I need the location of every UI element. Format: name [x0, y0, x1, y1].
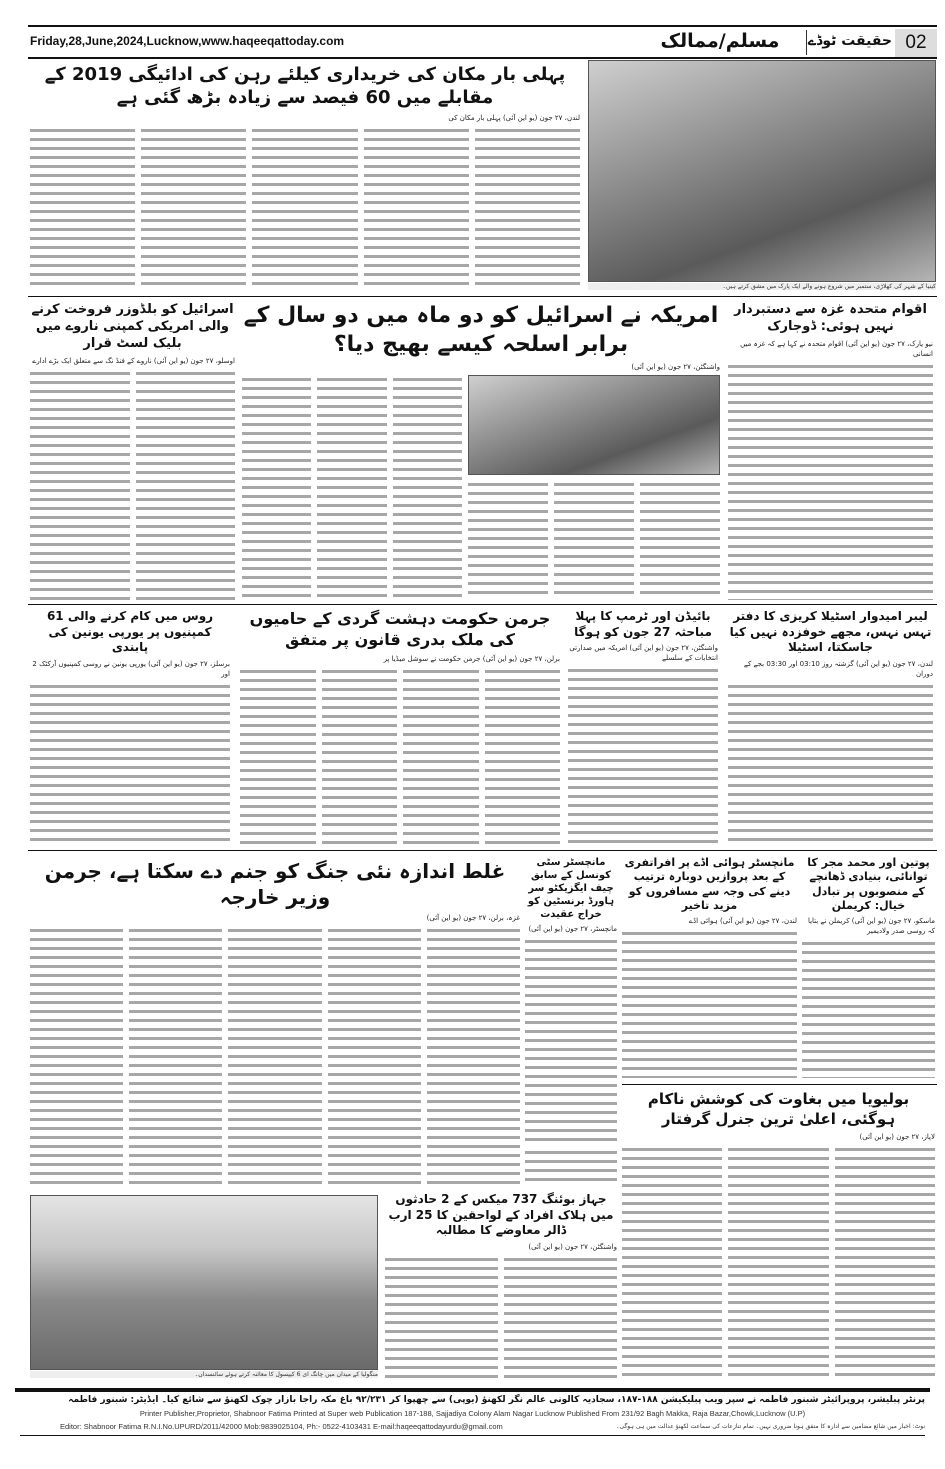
headline-boeing: جہاز بوئنگ 737 میکس کے 2 حادثوں میں ہلاک افراد کے لواحقین کا 25 ارب ڈالر معاوضے کا مطالبہ: [388, 1192, 614, 1238]
article-body-mortgage: [30, 126, 580, 291]
article-putin: [802, 856, 935, 1078]
header-divider: [806, 30, 807, 55]
photo-caption: منگولیا کے میدان میں چانگ ای 6 کیپسول کا معائنہ کرتے ہوئے سائنسدان۔: [30, 1371, 378, 1378]
article-body-putin: [802, 939, 935, 1078]
tank-photo: [468, 375, 720, 475]
article-body-un-gaza: [728, 362, 933, 600]
article-labour: [728, 609, 933, 845]
footer-rule-bottom: [20, 1435, 925, 1436]
article-boeing: [385, 1192, 617, 1382]
footer-rule-top: [15, 1388, 930, 1392]
headline-bernstein: مانچسٹر سٹی کونسل کے سابق چیف ایگزیکٹو سر ہاورڈ برنسٹین کو خراج عقیدت: [527, 857, 615, 920]
header-rule-bottom: [28, 57, 937, 59]
headline-mortgage: پہلی بار مکان کی خریداری کیلئے رہن کی ادائیگی 2019 کے مقابلے میں 60 فیصد سے زیادہ بڑھ گئی ہے: [44, 64, 566, 109]
lede-mortgage: لندن، ۲۷ جون (یو این آئی) پہلی بار مکان کی: [448, 113, 580, 122]
article-body-us-arms-left: [242, 375, 462, 600]
article-body-labour: [728, 682, 933, 845]
section-rule: [28, 604, 937, 605]
article-body-bernstein: [525, 937, 617, 1142]
lede-biden-trump: واشنگٹن، ۲۷ جون (یو این آئی) امریکہ میں صدارتی انتخابات کے سلسلے: [569, 644, 718, 663]
us-arms-columns: [242, 375, 720, 600]
article-body-germany-deport: [240, 667, 560, 845]
article-body-german-fm: [30, 926, 520, 1186]
photo-caption: کینیا کے شہر کی کھلاڑی، ستمبر میں شروع ہونے والے ایک پارک میں مشق کرتے ہیں۔: [588, 283, 936, 290]
lede-boeing: واشنگٹن، ۲۷ جون (یو این آئی): [528, 1242, 617, 1251]
article-body-russia-sanctions: [30, 682, 230, 845]
lede-us-arms: واشنگٹن، ۲۷ جون (یو این آئی): [631, 363, 720, 372]
lede-germany-deport: برلن، ۲۷ جون (یو این آئی) جرمن حکومت نے سوشل میڈیا پر: [383, 654, 560, 663]
article-germany-deport: [240, 609, 560, 845]
headline-germany-deport: جرمن حکومت دہشت گردی کے حامیوں کی ملک بدری قانون پر متفق: [249, 609, 551, 649]
article-body-airport: [622, 929, 797, 1078]
lede-putin: ماسکو، ۲۷ جون (یو این آئی) کریملن نے بتایا کہ روسی صدر ولادیمیر: [807, 917, 935, 936]
lede-un-gaza: نیو یارک، ۲۷ جون (یو این آئی) اقوام متحدہ نے کہا ہے کہ غزہ میں انسانی: [740, 339, 933, 358]
headline-putin: پوتین اور محمد مجر کا توانائی، بنیادی ڈھانچے کے منصوبوں پر تبادل خیال: کریملن: [807, 856, 930, 912]
footer: [20, 1394, 925, 1436]
article-russia-sanctions: [30, 609, 230, 845]
lede-airport: لندن، ۲۷ جون (یو این آئی) ہوائی اڈے: [688, 917, 797, 926]
lede-bernstein: مانچسٹر، ۲۷ جون (یو این آئی): [528, 925, 617, 933]
article-mortgage: [30, 63, 580, 291]
lede-bolivia: لاپاز، ۲۷ جون (یو این آئی): [859, 1133, 935, 1141]
footer-note: نوٹ: اخبار میں شائع مضامین سے ادارہ کا متفق ہونا ضروری نہیں۔ تمام تنازعات کی سماعت لکھنؤ عدالت میں ہی ہوگی۔: [615, 1423, 925, 1430]
headline-german-fm: غلط اندازہ نئی جنگ کو جنم دے سکتا ہے، جرمن وزیر خارجہ: [44, 859, 506, 909]
footer-english-imprint: Printer Publisher,Proprietor, Shabnoor Fatima Printed at Super web Publication 187-188, Sajjadiya Colony Alam Nagar Lucknow Published From 231/92 Bagh Makka, Raja Bazar,Chowk,Lucknow (U.P): [139, 1409, 806, 1418]
article-bulldozer: [30, 302, 235, 600]
article-airport: [622, 856, 797, 1078]
section-rule: [28, 850, 937, 851]
headline-un-gaza: اقوام متحدہ غزہ سے دستبردار نہیں ہوئی: ڈوجارک: [734, 302, 927, 334]
us-arms-right-column: [468, 375, 720, 600]
page-number: 02: [895, 29, 937, 57]
article-body-biden-trump: [568, 666, 718, 845]
headline-bolivia: بولیویا میں بغاوت کی کوشش ناکام ہوگئی، اعلیٰ ترین جنرل گرفتار: [647, 1090, 910, 1128]
section-rule: [28, 296, 937, 297]
footer-editor-line: Editor: Shabnoor Fatima R.N.I.No.UPURD/2011/42000 Mob:9839025104, Ph:- 0522-4103431 E-mail:haqeeqattodayurdu@gmail.com: [60, 1422, 503, 1431]
headline-labour: لیبر امیدوار اسٹیلا کریزی کا دفتر تہس نہس، مجھے خوفزدہ نہیں کیا جاسکتا، اسٹیلا: [729, 609, 932, 655]
article-body-bolivia-cont: [622, 1145, 722, 1382]
lede-german-fm: غزہ، برلن، ۲۷ جون (یو این آئی): [426, 914, 520, 922]
dateline: Friday,28,June,2024,Lucknow,www.haqeeqattoday.com: [30, 34, 345, 48]
headline-russia-sanctions: روس میں کام کرنے والی 61 کمپنیوں پر یورپی یونین کی پابندی: [46, 609, 214, 655]
section-rule: [622, 1084, 937, 1085]
article-body-us-arms-bottom: [468, 480, 720, 600]
capsule-recovery-photo: [30, 1195, 378, 1370]
footer-bottom-row: [20, 1422, 925, 1432]
article-body-bolivia: [622, 1145, 935, 1382]
article-un-gaza: [728, 302, 933, 600]
headline-bulldozer: اسرائیل کو بلڈوزر فروخت کرنے والی امریکی کمپنی ناروے میں بلیک لسٹ قرار: [31, 302, 234, 351]
article-body-bolivia-left: [525, 1148, 617, 1186]
article-body-boeing: [385, 1255, 617, 1382]
footer-urdu-imprint: پرنٹر پبلیشر، پروپرائیٹر شبنور فاطمہ نے سپر ویب پبلیکیشن ۱۸۸-۱۸۷، سجادیہ کالونی عالم نگر لکھنؤ (یوپی) سے چھپوا کر ۹۲/۲۳۱ باغ مکہ راجا بازار چوک لکھنؤ سے شائع کیا۔ ایڈیٹر: شبنور فاطمہ: [68, 1395, 925, 1405]
masthead-logo: حقیقت ٹوڈے: [807, 33, 892, 49]
lede-labour: لندن، ۲۷ جون (یو این آئی) گزشتہ روز 03:10 اور 03:30 بجے کے دوران: [743, 659, 933, 678]
article-bolivia: [622, 1090, 935, 1382]
article-body-bulldozer: [30, 369, 235, 600]
kenya-athletes-photo: [588, 60, 936, 282]
lede-bulldozer: اوسلو، ۲۷ جون (یو این آئی) ناروے کے فنڈ نگ سے متعلق ایک بڑے ادارے: [32, 356, 235, 365]
headline-biden-trump: بائیڈن اور ٹرمپ کا پہلا مباحثہ 27 جون کو ہوگا: [574, 609, 712, 639]
article-us-arms: [242, 302, 720, 600]
header-rule-top: [28, 25, 937, 27]
article-biden-trump: [568, 609, 718, 845]
lede-russia-sanctions: برسلز، ۲۷ جون (یو این آئی) یورپی یونین نے روسی کمپنیوں آرکٹک 2 اور: [32, 659, 230, 678]
headline-airport: مانچسٹر ہوائی اڈے پر افراتفری کے بعد پروازیں دوبارہ ترتیب دینے کی وجہ سے مسافروں کو مزید تاخیر: [624, 856, 795, 912]
article-bernstein: [525, 856, 617, 1142]
headline-us-arms: امریکہ نے اسرائیل کو دو ماہ میں دو سال کے برابر اسلحہ کیسے بھیج دیا؟: [243, 303, 719, 357]
article-german-fm: [30, 858, 520, 1186]
section-title: مسلم/ممالک: [660, 30, 780, 52]
